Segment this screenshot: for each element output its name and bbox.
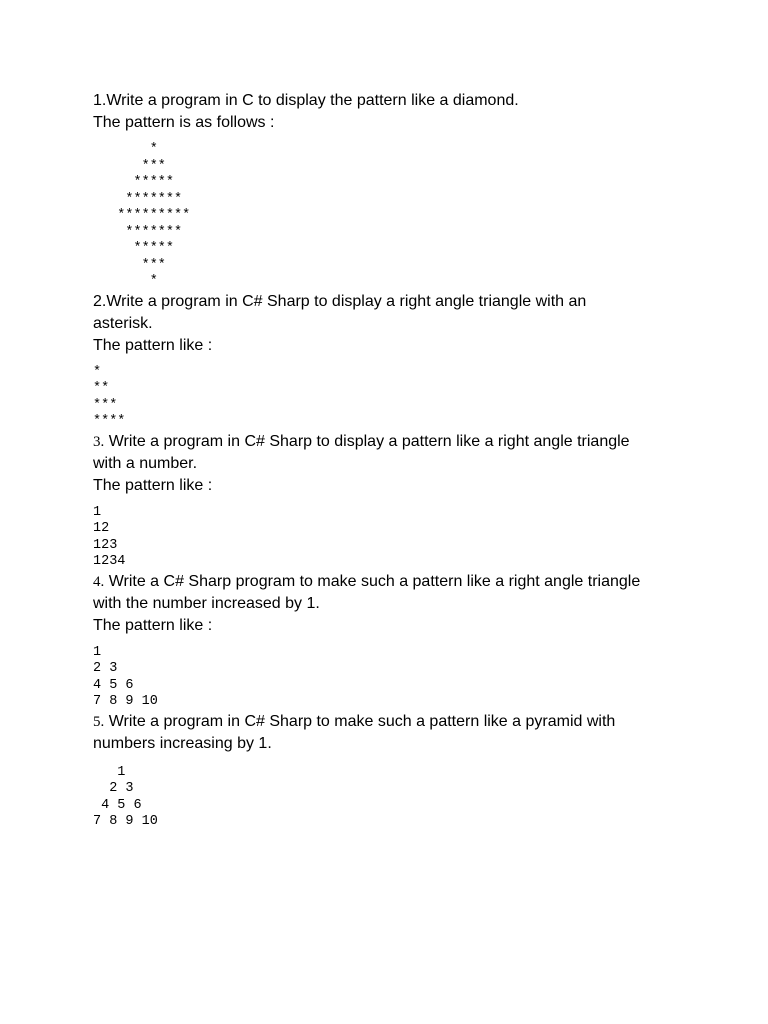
question-3-pattern: 1 12 123 1234 xyxy=(93,504,126,569)
question-1-pattern-intro: The pattern is as follows : xyxy=(93,114,275,131)
question-4-text: Write a C# Sharp program to make such a pattern like a right angle triangle xyxy=(104,572,641,590)
question-2-number: 2. xyxy=(93,292,107,310)
question-1-pattern: * *** ***** ******* ********* ******* ***** *** * xyxy=(117,142,191,289)
question-3-text-continued: with a number. xyxy=(93,454,198,472)
question-3-prompt xyxy=(93,431,683,453)
question-5-pattern: 1 2 3 4 5 6 7 8 9 10 xyxy=(93,764,158,829)
question-3-pattern-intro: The pattern like : xyxy=(93,476,213,494)
question-2-pattern-intro: The pattern like : xyxy=(93,336,213,354)
question-1-text: Write a program in C to display the pattern like a diamond. xyxy=(106,92,519,109)
question-4-text-continued: with the number increased by 1. xyxy=(93,594,320,612)
question-3-text: Write a program in C# Sharp to display a pattern like a right angle triangle xyxy=(104,432,630,450)
question-3-number: 3. xyxy=(93,433,105,450)
question-5-prompt xyxy=(93,711,683,733)
question-1-prompt xyxy=(93,90,683,112)
question-2-prompt xyxy=(93,291,683,313)
question-5-text: Write a program in C# Sharp to make such a pattern like a pyramid with xyxy=(104,712,616,730)
document-body xyxy=(93,90,683,831)
question-4-pattern-intro: The pattern like : xyxy=(93,616,213,634)
question-2-text-continued: asterisk. xyxy=(93,314,153,332)
question-4-pattern: 1 2 3 4 5 6 7 8 9 10 xyxy=(93,644,158,709)
question-4-number: 4. xyxy=(93,573,105,590)
question-5-number: 5. xyxy=(93,713,105,730)
question-5-text-continued: numbers increasing by 1. xyxy=(93,734,272,752)
question-4-prompt xyxy=(93,571,683,593)
question-2-pattern: * ** *** **** xyxy=(93,364,126,429)
question-2-text: Write a program in C# Sharp to display a right angle triangle with an xyxy=(106,292,587,310)
question-1-number: 1. xyxy=(93,92,107,109)
